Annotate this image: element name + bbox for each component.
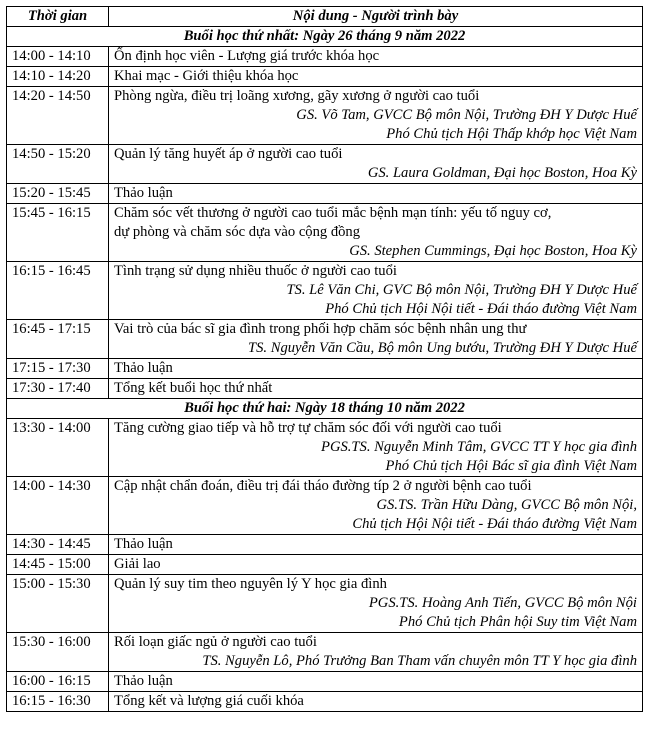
presenter-line: PGS.TS. Hoàng Anh Tiến, GVCC Bộ môn Nội bbox=[368, 595, 637, 611]
time-cell: 16:15 - 16:45 bbox=[7, 262, 109, 320]
topic-line: Vai trò của bác sĩ gia đình trong phối hợp chăm sóc bệnh nhân ung thư bbox=[114, 321, 527, 337]
topic-line: dự phòng và chăm sóc dựa vào cộng đồng bbox=[114, 224, 361, 240]
table-row bbox=[7, 67, 643, 87]
time-cell: 14:00 - 14:10 bbox=[7, 47, 109, 67]
topic-line: Thảo luận bbox=[114, 185, 173, 201]
presenter-line: GS. Võ Tam, GVCC Bộ môn Nội, Trường ĐH Y Dược Huế bbox=[296, 107, 637, 123]
table-row bbox=[7, 379, 643, 399]
topic-line: Chăm sóc vết thương ở người cao tuổi mắc bệnh mạn tính: yếu tố nguy cơ, bbox=[114, 205, 552, 221]
presenter-line: GS.TS. Trần Hữu Dàng, GVCC Bộ môn Nội, bbox=[376, 497, 637, 513]
table-row bbox=[7, 204, 643, 262]
table-row bbox=[7, 262, 643, 320]
content-cell bbox=[109, 47, 643, 67]
content-cell bbox=[109, 87, 643, 145]
presenter-line: Phó Chủ tịch Hội Nội tiết - Đái tháo đường Việt Nam bbox=[325, 301, 637, 317]
content-cell bbox=[109, 67, 643, 87]
presenter-line: Chủ tịch Hội Nội tiết - Đái tháo đường Việt Nam bbox=[352, 516, 637, 532]
session-title: Buổi học thứ nhất: Ngày 26 tháng 9 năm 2022 bbox=[7, 27, 643, 47]
header-content: Nội dung - Người trình bày bbox=[109, 7, 643, 27]
time-cell: 14:50 - 15:20 bbox=[7, 145, 109, 184]
topic-line: Khai mạc - Giới thiệu khóa học bbox=[114, 68, 299, 84]
presenter-line: GS. Laura Goldman, Đại học Boston, Hoa Kỳ bbox=[367, 165, 637, 181]
content-cell bbox=[109, 535, 643, 555]
presenter-line: TS. Lê Văn Chi, GVC Bộ môn Nội, Trường ĐH Y Dược Huế bbox=[286, 282, 637, 298]
time-cell: 14:20 - 14:50 bbox=[7, 87, 109, 145]
content-cell bbox=[109, 204, 643, 262]
topic-line: Tăng cường giao tiếp và hỗ trợ tự chăm sóc đối với người cao tuổi bbox=[114, 420, 502, 436]
topic-line: Ổn định học viên - Lượng giá trước khóa học bbox=[114, 48, 380, 64]
time-cell: 14:45 - 15:00 bbox=[7, 555, 109, 575]
topic-line: Tình trạng sử dụng nhiều thuốc ở người cao tuổi bbox=[114, 263, 397, 279]
topic-line: Quản lý suy tim theo nguyên lý Y học gia đình bbox=[114, 576, 387, 592]
content-cell bbox=[109, 184, 643, 204]
time-cell: 14:10 - 14:20 bbox=[7, 67, 109, 87]
table-row bbox=[7, 87, 643, 145]
time-cell: 15:45 - 16:15 bbox=[7, 204, 109, 262]
content-cell bbox=[109, 320, 643, 359]
table-row bbox=[7, 477, 643, 535]
content-cell bbox=[109, 379, 643, 399]
presenter-line: GS. Stephen Cummings, Đại học Boston, Hoa Kỳ bbox=[349, 243, 637, 259]
content-cell bbox=[109, 419, 643, 477]
header-time: Thời gian bbox=[7, 7, 109, 27]
time-cell: 14:00 - 14:30 bbox=[7, 477, 109, 535]
table-row bbox=[7, 555, 643, 575]
time-cell: 15:00 - 15:30 bbox=[7, 575, 109, 633]
content-cell bbox=[109, 633, 643, 672]
presenter-line: TS. Nguyễn Văn Cầu, Bộ môn Ung bướu, Trường ĐH Y Dược Huế bbox=[248, 340, 637, 356]
table-row bbox=[7, 145, 643, 184]
schedule-table bbox=[6, 6, 643, 712]
content-cell bbox=[109, 555, 643, 575]
content-cell bbox=[109, 359, 643, 379]
time-cell: 15:20 - 15:45 bbox=[7, 184, 109, 204]
time-cell: 14:30 - 14:45 bbox=[7, 535, 109, 555]
content-cell bbox=[109, 672, 643, 692]
topic-line: Tổng kết và lượng giá cuối khóa bbox=[114, 693, 304, 709]
presenter-line: Phó Chủ tịch Hội Bác sĩ gia đình Việt Nam bbox=[385, 458, 637, 474]
time-cell: 13:30 - 14:00 bbox=[7, 419, 109, 477]
table-row bbox=[7, 692, 643, 712]
session-row bbox=[7, 399, 643, 419]
table-row bbox=[7, 359, 643, 379]
presenter-line: TS. Nguyễn Lô, Phó Trưởng Ban Tham vấn chuyên môn TT Y học gia đình bbox=[202, 653, 637, 669]
content-cell bbox=[109, 145, 643, 184]
session-row bbox=[7, 27, 643, 47]
time-cell: 16:15 - 16:30 bbox=[7, 692, 109, 712]
topic-line: Quản lý tăng huyết áp ở người cao tuổi bbox=[114, 146, 343, 162]
topic-line: Cập nhật chẩn đoán, điều trị đái tháo đường típ 2 ở người bệnh cao tuổi bbox=[114, 478, 532, 494]
time-cell: 17:15 - 17:30 bbox=[7, 359, 109, 379]
presenter-line: Phó Chủ tịch Phân hội Suy tim Việt Nam bbox=[398, 614, 637, 630]
schedule-body bbox=[7, 27, 643, 712]
content-cell bbox=[109, 477, 643, 535]
presenter-line: Phó Chủ tịch Hội Thấp khớp học Việt Nam bbox=[386, 126, 637, 142]
table-row bbox=[7, 575, 643, 633]
table-row bbox=[7, 633, 643, 672]
table-row bbox=[7, 672, 643, 692]
topic-line: Tổng kết buổi học thứ nhất bbox=[114, 380, 273, 396]
table-row bbox=[7, 47, 643, 67]
table-row bbox=[7, 535, 643, 555]
topic-line: Rối loạn giấc ngủ ở người cao tuổi bbox=[114, 634, 317, 650]
table-row bbox=[7, 419, 643, 477]
topic-line: Phòng ngừa, điều trị loãng xương, gãy xương ở người cao tuổi bbox=[114, 88, 480, 104]
content-cell bbox=[109, 262, 643, 320]
time-cell: 16:45 - 17:15 bbox=[7, 320, 109, 359]
time-cell: 15:30 - 16:00 bbox=[7, 633, 109, 672]
time-cell: 17:30 - 17:40 bbox=[7, 379, 109, 399]
time-cell: 16:00 - 16:15 bbox=[7, 672, 109, 692]
topic-line: Giải lao bbox=[114, 556, 161, 572]
topic-line: Thảo luận bbox=[114, 536, 173, 552]
session-title: Buổi học thứ hai: Ngày 18 tháng 10 năm 2022 bbox=[7, 399, 643, 419]
content-cell bbox=[109, 692, 643, 712]
table-row bbox=[7, 184, 643, 204]
header-row bbox=[7, 7, 643, 27]
presenter-line: PGS.TS. Nguyễn Minh Tâm, GVCC TT Y học gia đình bbox=[321, 439, 637, 455]
table-row bbox=[7, 320, 643, 359]
topic-line: Thảo luận bbox=[114, 673, 173, 689]
topic-line: Thảo luận bbox=[114, 360, 173, 376]
content-cell bbox=[109, 575, 643, 633]
